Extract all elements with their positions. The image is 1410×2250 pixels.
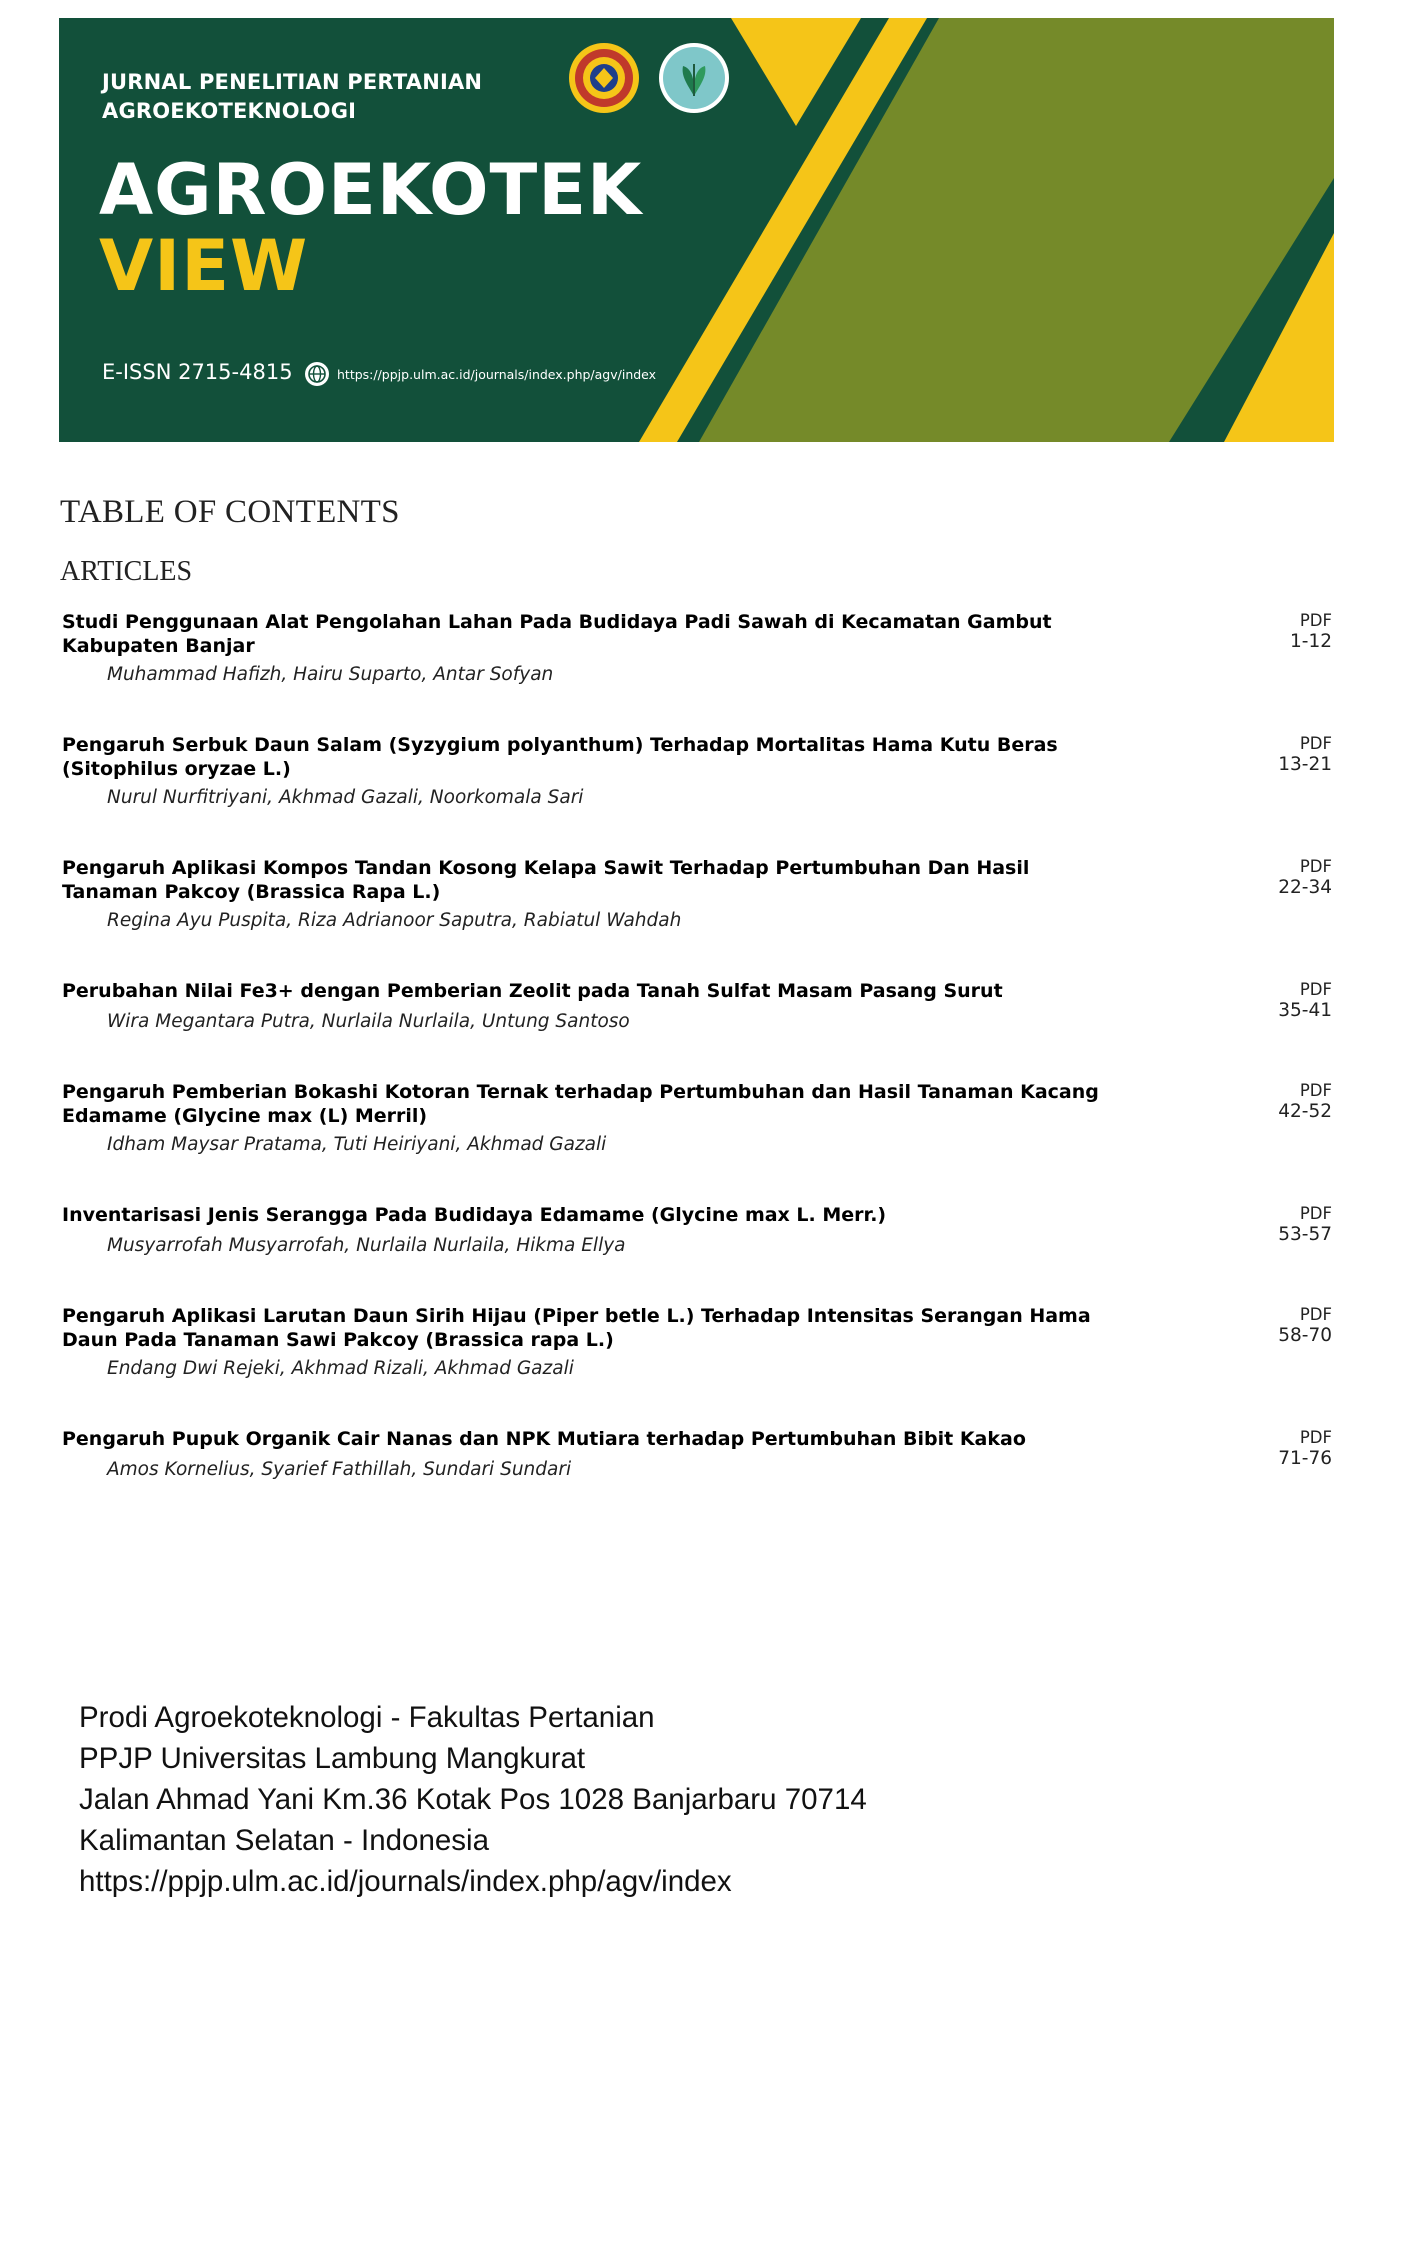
pdf-link[interactable]: PDF <box>1299 1204 1332 1223</box>
footer-line-street: Jalan Ahmad Yani Km.36 Kotak Pos 1028 Banjarbaru 70714 <box>79 1783 867 1816</box>
article-title-link[interactable]: Pengaruh Aplikasi Larutan Daun Sirih Hijau (Piper betle L.) Terhadap Intensitas Serangan Hama Daun Pada Tanaman Sawi Pakcoy (Brassica rapa L.) <box>62 1305 1091 1351</box>
article-pages: 35-41 <box>1278 1000 1332 1021</box>
article-authors: Muhammad Hafizh, Hairu Suparto, Antar Sofyan <box>107 664 554 685</box>
article-authors: Endang Dwi Rejeki, Akhmad Rizali, Akhmad Gazali <box>107 1358 574 1379</box>
publisher-address <box>79 1697 867 1902</box>
article-pages: 13-21 <box>1278 754 1332 775</box>
article-authors: Idham Maysar Pratama, Tuti Heiriyani, Akhmad Gazali <box>107 1134 607 1155</box>
article-pages: 42-52 <box>1278 1101 1332 1122</box>
article-galley <box>1278 979 1332 1021</box>
article-galley <box>1278 856 1332 898</box>
article-title-link[interactable]: Perubahan Nilai Fe3+ dengan Pemberian Zeolit pada Tanah Sulfat Masam Pasang Surut <box>62 980 1003 1002</box>
pdf-link[interactable]: PDF <box>1299 857 1332 876</box>
article-pages: 22-34 <box>1278 877 1332 898</box>
issn-label: E-ISSN 2715-4815 <box>102 360 293 384</box>
article-galley <box>1278 733 1332 775</box>
pdf-link[interactable]: PDF <box>1299 980 1332 999</box>
article-title-link[interactable]: Pengaruh Pupuk Organik Cair Nanas dan NPK Mutiara terhadap Pertumbuhan Bibit Kakao <box>62 1428 1026 1450</box>
article-authors: Regina Ayu Puspita, Riza Adrianoor Saputra, Rabiatul Wahdah <box>107 910 682 931</box>
pdf-link[interactable]: PDF <box>1299 1305 1332 1324</box>
journal-title-sub: VIEW <box>99 225 309 307</box>
globe-icon <box>305 362 329 386</box>
article-authors: Wira Megantara Putra, Nurlaila Nurlaila, Untung Santoso <box>107 1011 630 1032</box>
footer-line-url: https://ppjp.ulm.ac.id/journals/index.php/agv/index <box>79 1865 732 1898</box>
article-galley <box>1290 610 1332 652</box>
article-title-link[interactable]: Pengaruh Pemberian Bokashi Kotoran Ternak terhadap Pertumbuhan dan Hasil Tanaman Kacang Edamame (Glycine max (L) Merril) <box>62 1081 1099 1127</box>
article-galley <box>1278 1304 1332 1346</box>
footer-line-program: Prodi Agroekoteknologi - Fakultas Pertanian <box>79 1701 655 1734</box>
pdf-link[interactable]: PDF <box>1299 1428 1332 1447</box>
article-title-link[interactable]: Pengaruh Aplikasi Kompos Tandan Kosong Kelapa Sawit Terhadap Pertumbuhan Dan Hasil Tanaman Pakcoy (Brassica Rapa L.) <box>62 857 1030 903</box>
institution-logos <box>569 38 739 118</box>
pdf-link[interactable]: PDF <box>1299 611 1332 630</box>
article-galley <box>1278 1080 1332 1122</box>
journal-banner <box>59 18 1334 442</box>
banner-url-text: https://ppjp.ulm.ac.id/journals/index.php/agv/index <box>337 366 657 382</box>
article-pages: 53-57 <box>1278 1224 1332 1245</box>
university-seal-icon <box>569 43 639 113</box>
article-authors: Musyarrofah Musyarrofah, Nurlaila Nurlaila, Hikma Ellya <box>107 1235 626 1256</box>
journal-name <box>102 68 482 126</box>
section-heading-articles: ARTICLES <box>60 556 193 587</box>
article-pages: 58-70 <box>1278 1325 1332 1346</box>
journal-name-line2: AGROEKOTEKNOLOGI <box>102 99 357 123</box>
article-galley <box>1278 1427 1332 1469</box>
pdf-link[interactable]: PDF <box>1299 734 1332 753</box>
article-pages: 71-76 <box>1278 1448 1332 1469</box>
journal-title-main: AGROEKOTEK <box>99 149 643 231</box>
article-galley <box>1278 1203 1332 1245</box>
faculty-leaf-logo-icon <box>659 43 729 113</box>
journal-name-line1: JURNAL PENELITIAN PERTANIAN <box>102 70 483 94</box>
article-title-link[interactable]: Inventarisasi Jenis Serangga Pada Budidaya Edamame (Glycine max L. Merr.) <box>62 1204 887 1226</box>
toc-heading: TABLE OF CONTENTS <box>60 494 400 530</box>
article-pages: 1-12 <box>1290 631 1332 652</box>
article-authors: Amos Kornelius, Syarief Fathillah, Sundari Sundari <box>107 1459 572 1480</box>
footer-line-university: PPJP Universitas Lambung Mangkurat <box>79 1742 586 1775</box>
article-authors: Nurul Nurfitriyani, Akhmad Gazali, Noorkomala Sari <box>107 787 584 808</box>
banner-url <box>305 362 656 386</box>
article-title-link[interactable]: Pengaruh Serbuk Daun Salam (Syzygium polyanthum) Terhadap Mortalitas Hama Kutu Beras (Sitophilus oryzae L.) <box>62 734 1058 780</box>
pdf-link[interactable]: PDF <box>1299 1081 1332 1100</box>
footer-line-region: Kalimantan Selatan - Indonesia <box>79 1824 489 1857</box>
article-title-link[interactable]: Studi Penggunaan Alat Pengolahan Lahan Pada Budidaya Padi Sawah di Kecamatan Gambut Kabupaten Banjar <box>62 611 1052 657</box>
